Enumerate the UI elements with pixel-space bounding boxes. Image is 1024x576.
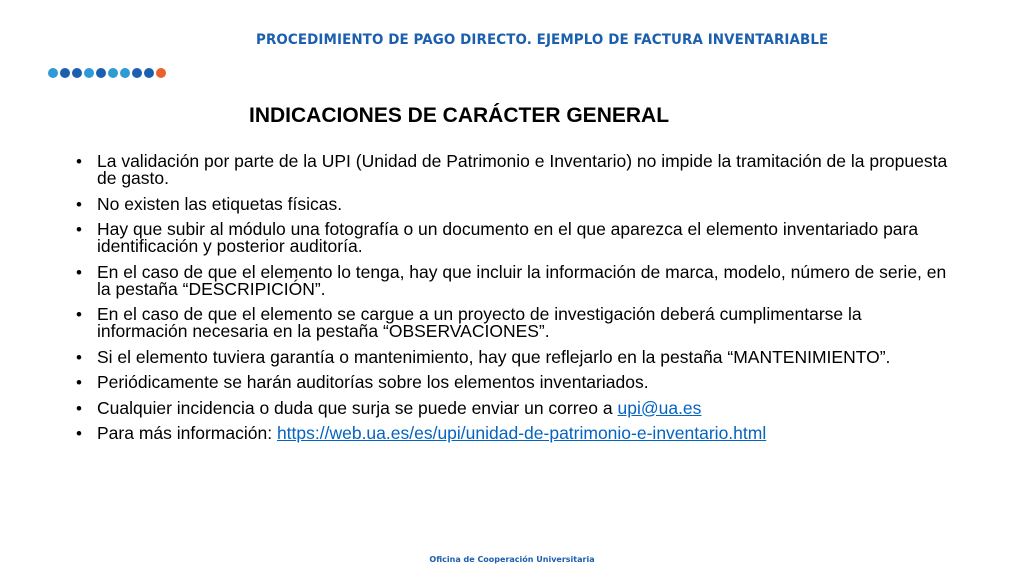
dot-icon [48, 68, 58, 78]
list-item [76, 397, 956, 418]
bullet-text: La validación por parte de la UPI (Unidad de Patrimonio e Inventario) no impide la tramitación de la propuesta de gasto. [97, 151, 948, 188]
bullet-icon: • [76, 152, 82, 171]
bullet-icon: • [76, 373, 82, 392]
dot-icon [60, 68, 70, 78]
dot-icon [132, 68, 142, 78]
bullet-text: Hay que subir al módulo una fotografía o un documento en el que aparezca el elemento inventariado para identificación y posterior auditoría. [97, 219, 919, 256]
header-title: PROCEDIMIENTO DE PAGO DIRECTO. EJEMPLO DE FACTURA INVENTARIABLE [256, 32, 829, 48]
bullet-icon: • [76, 194, 82, 214]
bullet-text: Para más información: [97, 423, 277, 443]
list-item [76, 153, 956, 187]
list-item [76, 261, 956, 299]
footer-text: Oficina de Cooperación Universitaria [429, 555, 595, 564]
bullet-icon: • [76, 398, 82, 418]
bullet-text: Cualquier incidencia o duda que surja se puede enviar un correo a [97, 397, 618, 418]
bullet-icon: • [76, 305, 82, 324]
bullet-icon: • [76, 347, 82, 367]
bullet-icon: • [76, 424, 82, 443]
bullet-text: No existen las etiquetas físicas. [97, 193, 343, 214]
bullet-icon: • [76, 220, 82, 239]
decorative-dots [48, 68, 166, 78]
bullet-text: Periódicamente se harán auditorías sobre los elementos inventariados. [97, 372, 649, 392]
dot-icon [120, 68, 130, 78]
bullet-list [76, 153, 956, 451]
list-item [76, 374, 956, 391]
dot-icon [144, 68, 154, 78]
dot-icon [156, 68, 166, 78]
section-heading: INDICACIONES DE CARÁCTER GENERAL [249, 104, 670, 127]
list-item [76, 306, 956, 340]
dot-icon [96, 68, 106, 78]
dot-icon [108, 68, 118, 78]
bullet-text: En el caso de que el elemento lo tenga, hay que incluir la información de marca, modelo, número de serie, en la pestaña “DESCRIPICIÓN”. [97, 261, 947, 299]
email-link[interactable]: upi@ua.es [617, 397, 702, 418]
list-item [76, 221, 956, 255]
info-url-link[interactable]: https://web.ua.es/es/upi/unidad-de-patrimonio-e-inventario.html [276, 423, 767, 443]
bullet-text: En el caso de que el elemento se cargue a un proyecto de investigación deberá cumplimentarse la información necesaria en la pestaña “OBSERVACIONES”. [97, 304, 862, 341]
dot-icon [72, 68, 82, 78]
list-item [76, 193, 956, 214]
dot-icon [84, 68, 94, 78]
bullet-icon: • [76, 262, 82, 282]
bullet-text: Si el elemento tuviera garantía o mantenimiento, hay que reflejarlo en la pestaña “MANTENIMIENTO”. [97, 346, 891, 367]
list-item [76, 346, 956, 367]
list-item [76, 425, 956, 442]
